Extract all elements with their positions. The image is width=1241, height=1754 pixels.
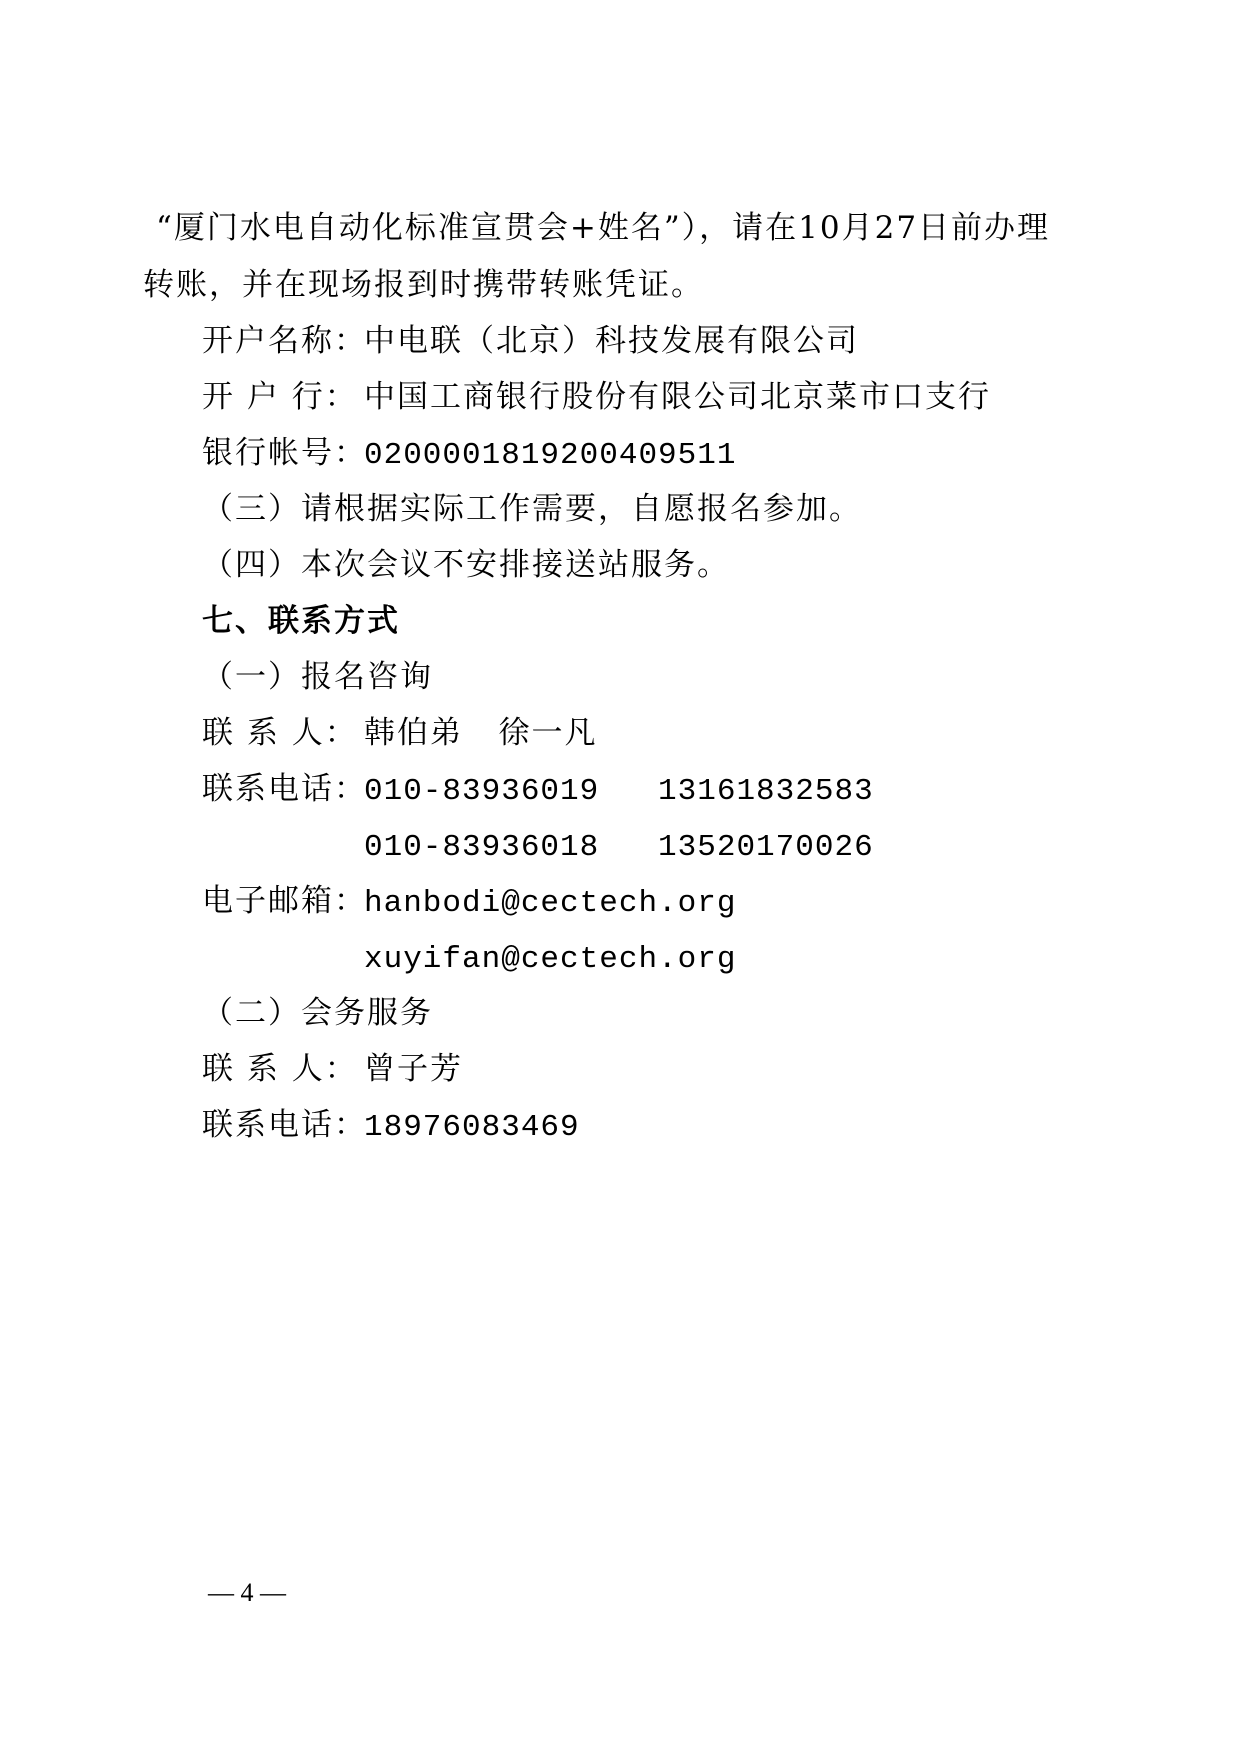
registration-person-row (202, 713, 598, 753)
registration-person-label: 联 系 人： (202, 715, 358, 751)
registration-email-value-2: xuyifan@cectech.org (364, 942, 737, 977)
conference-service-heading: （二）会务服务 (202, 995, 433, 1031)
registration-phone-row (202, 769, 874, 812)
service-person-value: 曾子芳 (364, 1051, 463, 1087)
account-name-row (202, 321, 859, 361)
bank-name-row (202, 377, 991, 417)
registration-person-value: 韩伯弟 徐一凡 (364, 715, 598, 751)
account-number-row (202, 433, 736, 476)
service-phone-label: 联系电话： (202, 1107, 367, 1143)
note-item-3: （三）请根据实际工作需要，自愿报名参加。 (202, 491, 862, 527)
service-person-label: 联 系 人： (202, 1051, 358, 1087)
account-name-value: 中电联（北京）科技发展有限公司 (364, 323, 859, 359)
account-number-value: 0200001819200409511 (364, 438, 737, 473)
contact-section-heading: 七、联系方式 (202, 603, 400, 639)
bank-name-label: 开 户 行： (202, 379, 358, 415)
registration-phone-value-2: 010-83936018 13520170026 (364, 830, 874, 865)
account-name-label: 开户名称： (202, 323, 367, 359)
registration-phone-value-1: 010-83936019 13161832583 (364, 774, 874, 809)
service-phone-row (202, 1105, 580, 1148)
paragraph-line-2: 转账，并在现场报到时携带转账凭证。 (143, 267, 704, 303)
registration-email-row-2 (202, 937, 736, 980)
registration-email-row (202, 881, 736, 924)
registration-email-value-1: hanbodi@cectech.org (364, 886, 737, 921)
bank-name-value: 中国工商银行股份有限公司北京菜市口支行 (364, 379, 991, 415)
service-phone-value: 18976083469 (364, 1110, 580, 1145)
registration-heading: （一）报名咨询 (202, 659, 433, 695)
registration-phone-row-2 (202, 825, 874, 868)
page-number: — 4 — (208, 1578, 286, 1607)
account-number-label: 银行帐号： (202, 435, 367, 471)
note-item-4: （四）本次会议不安排接送站服务。 (202, 547, 730, 583)
registration-phone-label: 联系电话： (202, 771, 367, 807)
registration-email-label: 电子邮箱： (202, 883, 367, 919)
paragraph-line-1: “厦门水电自动化标准宣贯会+姓名”），请在10月27日前办理 (156, 210, 1051, 246)
service-person-row (202, 1049, 463, 1089)
